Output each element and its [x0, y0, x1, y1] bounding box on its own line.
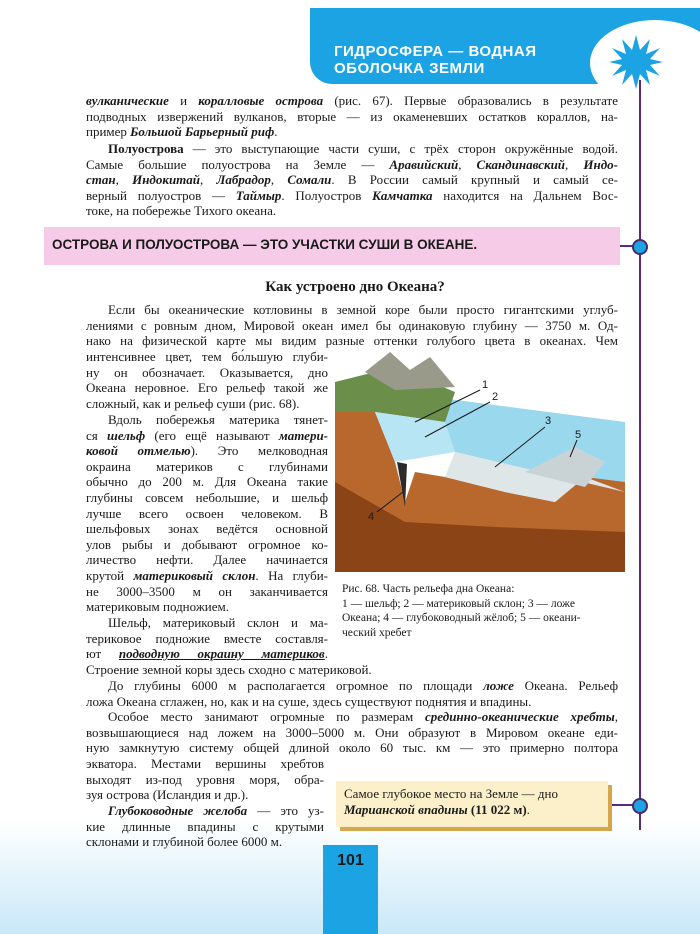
margin-dot [632, 798, 648, 814]
fact-note-text [344, 786, 604, 818]
body-paragraph-5: Особое место занимают огромные по размерам срединно-океанические хребты, возвышающиеся над ложем на 3000–5000 м. Они образуют в Мировом океане еди- ную замкнутую систему общей длиной около 60 тыс. км — это примерно полтора [86, 709, 618, 756]
body-paragraph-1: Если бы океанические котловины в земной коре были просто гигантскими углуб- лениями с ровным дном, Мировой океан имел бы одинаковую глубину — 3750 м. Од- нако на физической карте мы видим разные оттенки голубого цвета в океанах. Чем [86, 302, 618, 349]
body-paragraph-6: Глубоководные желоба — это уз- кие длинные впадины с крутыми склонами и глубиной более 6000 м. [86, 803, 324, 850]
figure-label-2: 2 [492, 391, 499, 403]
margin-line [639, 80, 641, 830]
body-paragraph-4: До глубины 6000 м располагается огромное по площади ложе Океана. Рельеф ложа Океана сглажен, но, как и на суше, здесь существуют поднятия и впадины. [86, 678, 618, 709]
chapter-title-line2: ОБОЛОЧКА ЗЕМЛИ [334, 60, 485, 77]
figure-label-5: 5 [575, 429, 582, 441]
margin-dot [632, 239, 648, 255]
figure-label-1: 1 [482, 379, 489, 391]
intro-paragraph-2: Полуострова — это выступающие части суши, с трёх сторон окружённые водой. Самые большие полуострова на Земле — Аравийский, Скандинавский, Индо- стан, Индокитай, Лабрадор, Сомали. В России самый крупный и самый се- верный полуостров — Таймыр. Полуостров Камчатка находится на Дальнем Вос- токе, на побережье Тихого океана. [86, 141, 618, 219]
figure-label-3: 3 [545, 415, 552, 427]
figure-caption-line4: ческий хребет [342, 626, 412, 639]
fact-note-line1: Самое глубокое место на Земле — дно [344, 786, 558, 801]
ocean-floor-figure [335, 352, 625, 572]
body-paragraph-3-end: Строение земной коры здесь сходно с материковой. [86, 662, 372, 677]
body-paragraph-2: Вдоль побережья материка тянет- ся шельф (его ещё называют матери- ковой отмелью). Это мелководная окраина материков с глубинами обычно до 200 м. Для Океана такие глубины совсем небольшие, и шельф лучше всего освоен человеком. В шельфовых зонах ведётся основной улов рыбы и добывают огромное ко- личество нефти. Далее начинается крутой материковый склон. На глуби- не 3000–3500 м он заканчивается материковым подножием. [86, 412, 328, 615]
figure-caption-line3: Океана; 4 — глубоководный жёлоб; 5 — океани- [342, 612, 581, 624]
star-icon [608, 34, 664, 90]
figure-caption-line2: 1 — шельф; 2 — материковый склон; 3 — ложе [342, 597, 575, 610]
chapter-title [334, 43, 564, 77]
figure-label-4: 4 [368, 511, 375, 523]
body-paragraph-5-wrap: экватора. Местами вершины хребтов выходят из-под уровня моря, обра- зуя острова (Исландия и др.). [86, 756, 324, 803]
figure-caption [342, 582, 627, 640]
page-number: 101 [337, 852, 364, 869]
key-fact-banner-text: ОСТРОВА И ПОЛУОСТРОВА — ЭТО УЧАСТКИ СУШИ В ОКЕАНЕ. [52, 237, 478, 252]
chapter-title-line1: ГИДРОСФЕРА — ВОДНАЯ [334, 43, 537, 60]
intro-paragraph-1: вулканические и коралловые острова (рис. 67). Первые образовались в результате подводных извержений вулканов, вторые — из окаменевших остатков кораллов, на- пример Большой Барьерный риф. [86, 93, 618, 140]
figure-caption-line1: Рис. 68. Часть рельефа дна Океана: [342, 583, 515, 595]
body-paragraph-3: Шельф, материковый склон и ма- териковое подножие вместе составля- ют подводную окраину материков. [86, 615, 328, 662]
section-title: Как устроено дно Океана? [265, 279, 445, 295]
body-paragraph-1-wrap: интенсивнее цвет, тем бо́льшую глуби- ну он обозначает. Оказывается, дно Океана неровное. Его рельеф такой же сложный, как и рельеф суши (рис. 68). [86, 349, 328, 411]
fact-note-line2: Марианской впадины (11 022 м). [344, 802, 530, 817]
